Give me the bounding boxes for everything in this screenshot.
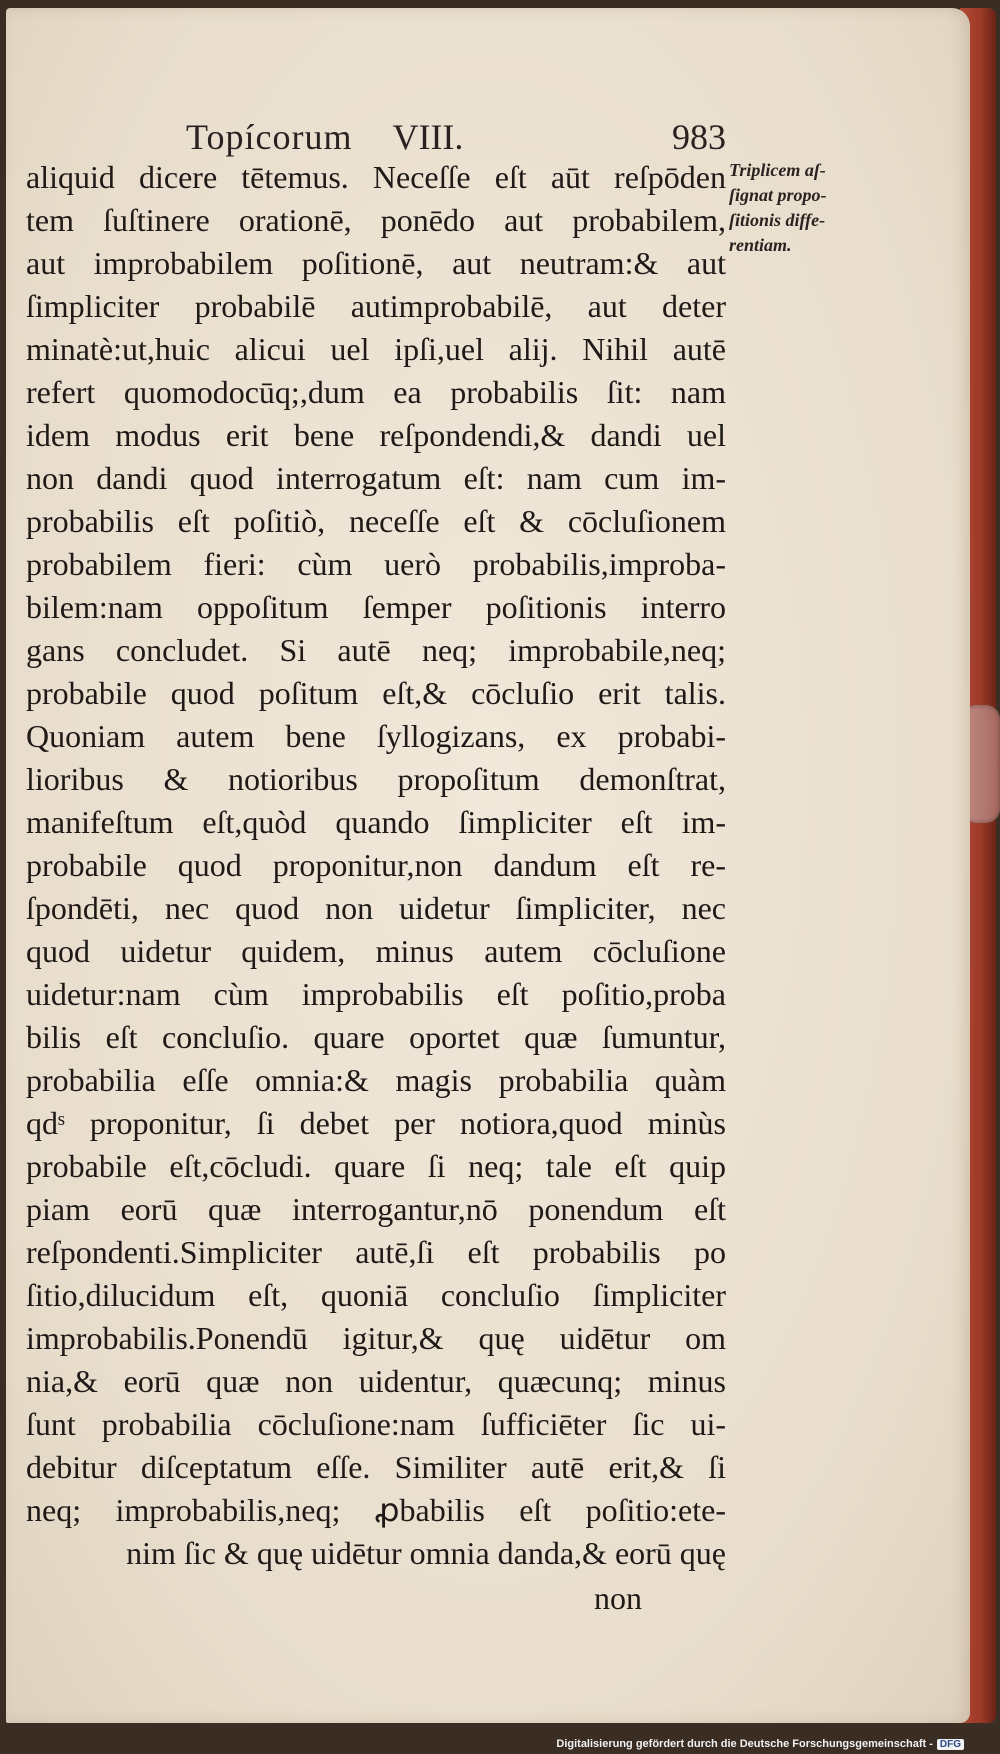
marginal-note-line: rentiam.	[729, 235, 792, 255]
dfg-logo: DFG	[937, 1739, 964, 1750]
text-line: tem ſuſtinere orationē, ponēdo aut probabilem,	[26, 202, 726, 238]
text-line: debitur diſceptatum eſſe. Similiter autē erit,& ſi	[26, 1449, 726, 1485]
text-line: aliquid dicere tētemus. Neceſſe eſt aūt reſpōden	[26, 159, 726, 195]
footer-credit	[556, 1738, 964, 1750]
marginal-note	[729, 158, 859, 258]
marginal-note-line: ſignat propo-	[729, 185, 827, 205]
text-line: probabile quod proponitur,non dandum eſt re-	[26, 847, 726, 883]
text-line: non dandi quod interrogatum eſt: nam cum im-	[26, 460, 726, 496]
text-line: ſitio,dilucidum eſt, quoniā concluſio ſimpliciter	[26, 1277, 726, 1313]
running-head-book-number: VIII.	[392, 117, 464, 157]
text-line: bilem:nam oppoſitum ſemper poſitionis interro	[26, 589, 726, 625]
text-line: probabile eſt,cōcludi. quare ſi neq; tale eſt quip	[26, 1148, 726, 1184]
footer-credit-text: Digitalisierung gefördert durch die Deutsche Forschungsgemeinschaft -	[556, 1738, 933, 1750]
body-text	[26, 156, 726, 1575]
text-line: neq; improbabilis,neq; ꝓbabilis eſt poſitio:ete-	[26, 1492, 726, 1528]
text-line: nim ſic & quę uidētur omnia danda,& eorū quę	[126, 1535, 726, 1571]
text-line: improbabilis.Ponendū igitur,& quę uidētur om	[26, 1320, 726, 1356]
text-line: qdˢ proponitur, ſi debet per notiora,quod minùs	[26, 1105, 726, 1141]
text-line: bilis eſt concluſio. quare oportet quæ ſumuntur,	[26, 1019, 726, 1055]
text-line: aut improbabilem poſitionē, aut neutram:& aut	[26, 245, 726, 281]
text-line: probabilem fieri: cùm uerò probabilis,improba-	[26, 546, 726, 582]
text-line: probabilia eſſe omnia:& magis probabilia quàm	[26, 1062, 726, 1098]
text-line: probabile quod poſitum eſt,& cōcluſio erit talis.	[26, 675, 726, 711]
text-line: manifeſtum eſt,quòd quando ſimpliciter eſt im-	[26, 804, 726, 840]
text-line: quod uidetur quidem, minus autem cōcluſione	[26, 933, 726, 969]
text-line: gans concludet. Si autē neq; improbabile,neq;	[26, 632, 726, 668]
text-line: ſpondēti, nec quod non uidetur ſimpliciter, nec	[26, 890, 726, 926]
book-page	[6, 8, 970, 1723]
text-line: piam eorū quæ interrogantur,nō ponendum eſt	[26, 1191, 726, 1227]
text-line: reſpondenti.Simpliciter autē,ſi eſt probabilis po	[26, 1234, 726, 1270]
page-number: 983	[672, 117, 726, 157]
text-line: ſimpliciter probabilē autimprobabilē, aut deter	[26, 288, 726, 324]
catchword: non	[594, 1580, 642, 1616]
text-line: probabilis eſt poſitiò, neceſſe eſt & cōcluſionem	[26, 503, 726, 539]
text-line: Quoniam autem bene ſyllogizans, ex probabi-	[26, 718, 726, 754]
text-line: uidetur:nam cùm improbabilis eſt poſitio,proba	[26, 976, 726, 1012]
text-line: lioribus & notioribus propoſitum demonſtrat,	[26, 761, 726, 797]
marginal-note-line: Triplicem aſ-	[729, 160, 826, 180]
text-line: ſunt probabilia cōcluſione:nam ſufficiēter ſic ui-	[26, 1406, 726, 1442]
text-line: nia,& eorū quæ non uidentur, quæcunq; minus	[26, 1363, 726, 1399]
text-line: idem modus erit bene reſpondendi,& dandi uel	[26, 417, 726, 453]
text-line: refert quomodocūq;,dum ea probabilis ſit: nam	[26, 374, 726, 410]
running-head-title: Topícorum	[186, 117, 353, 157]
text-line: minatè:ut,huic alicui uel ipſi,uel alij. Nihil autē	[26, 331, 726, 367]
marginal-note-line: ſitionis diffe-	[729, 210, 826, 230]
